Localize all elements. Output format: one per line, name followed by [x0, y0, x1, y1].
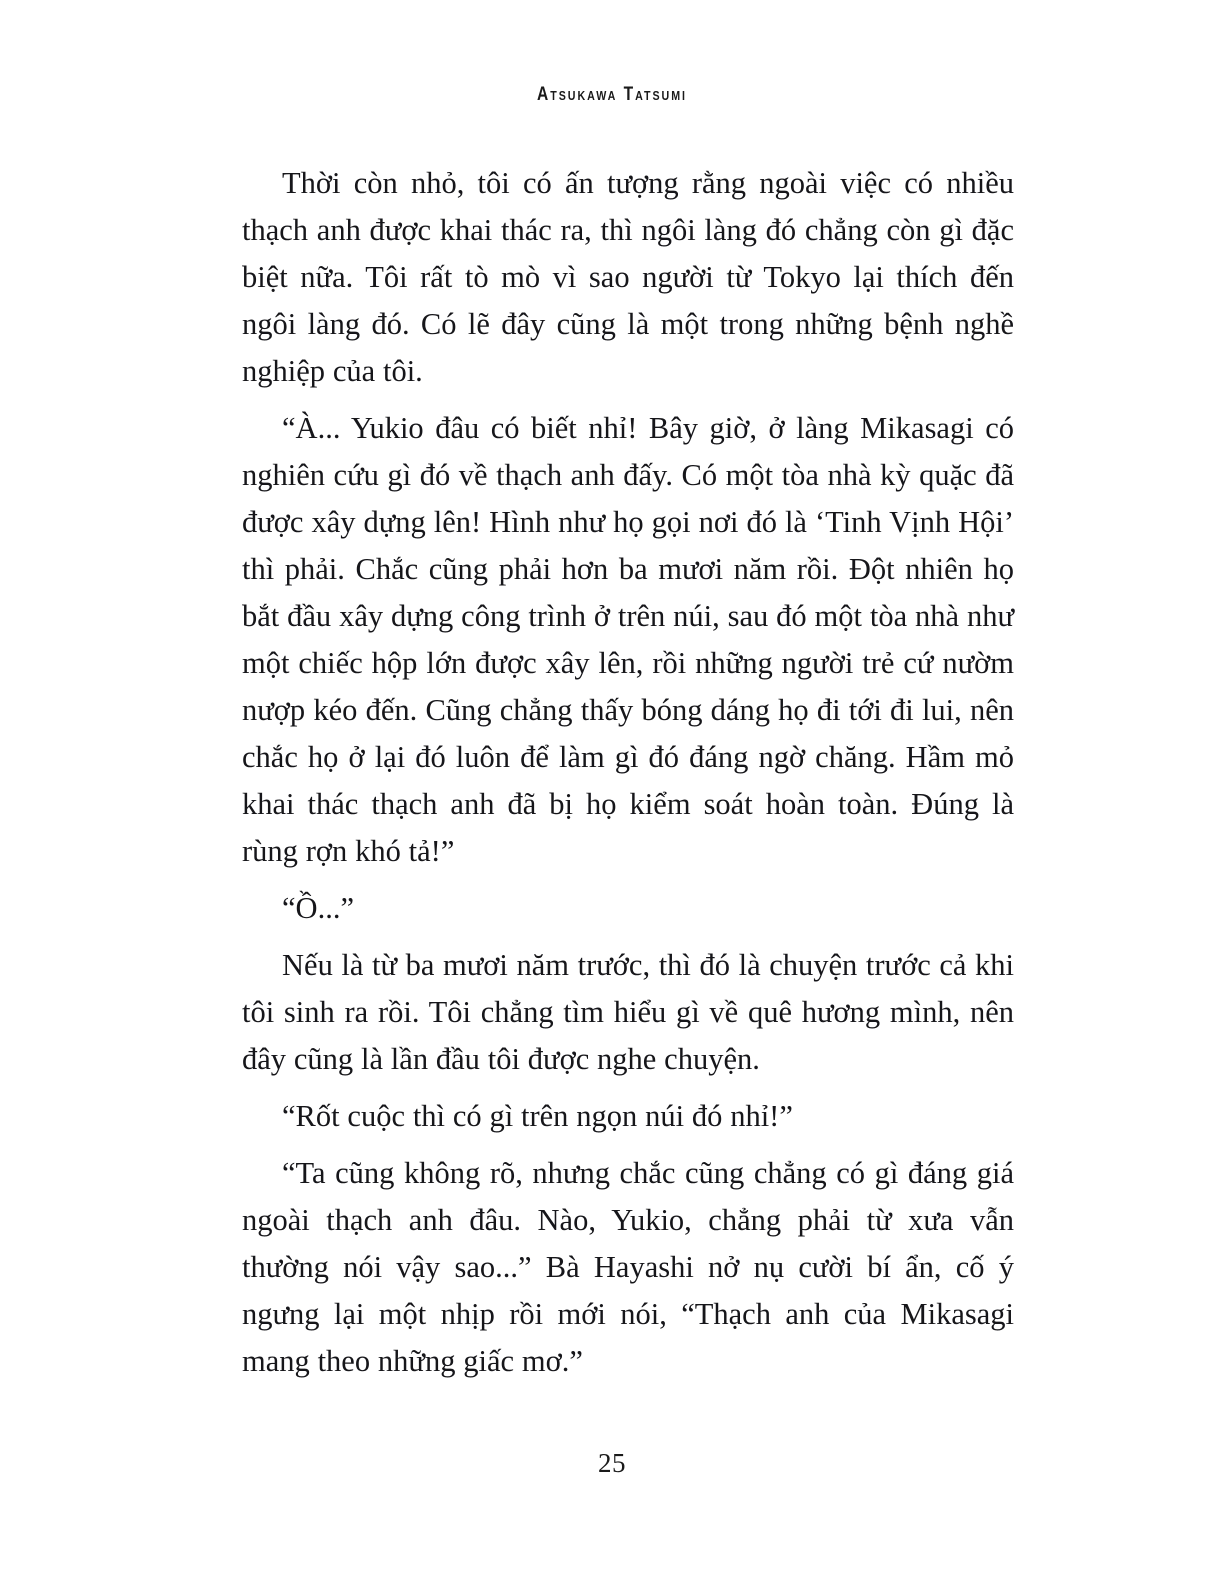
- paragraph: “Rốt cuộc thì có gì trên ngọn núi đó nhỉ!”: [282, 1099, 793, 1133]
- paragraph: Thời còn nhỏ, tôi có ấn tượng rằng ngoài việc có nhiều thạch anh được khai thác ra, thì ngôi làng đó chẳng còn gì đặc biệt nữa. Tôi rất tò mò vì sao người từ Tokyo lại thích đến ngôi làng đó. Có lẽ đây cũng là một trong những bệnh nghề nghiệp của tôi.: [242, 166, 1014, 388]
- page-number: 25: [598, 1448, 626, 1478]
- body-text-block: [242, 160, 1014, 1385]
- paragraph: “Ồ...”: [282, 891, 354, 925]
- paragraph: Nếu là từ ba mươi năm trước, thì đó là chuyện trước cả khi tôi sinh ra rồi. Tôi chẳng tìm hiểu gì về quê hương mình, nên đây cũng là lần đầu tôi được nghe chuyện.: [242, 948, 1014, 1076]
- paragraph: “À... Yukio đâu có biết nhỉ! Bây giờ, ở làng Mikasagi có nghiên cứu gì đó về thạch anh đấy. Có một tòa nhà kỳ quặc đã được xây dựng lên! Hình như họ gọi nơi đó là ‘Tinh Vịnh Hội’ thì phải. Chắc cũng phải hơn ba mươi năm rồi. Đột nhiên họ bắt đầu xây dựng công trình ở trên núi, sau đó một tòa nhà như một chiếc hộp lớn được xây lên, rồi những người trẻ cứ nườm nượp kéo đến. Cũng chẳng thấy bóng dáng họ đi tới đi lui, nên chắc họ ở lại đó luôn để làm gì đó đáng ngờ chăng. Hầm mỏ khai thác thạch anh đã bị họ kiểm soát hoàn toàn. Đúng là rùng rợn khó tả!”: [242, 411, 1014, 868]
- paragraph: “Ta cũng không rõ, nhưng chắc cũng chẳng có gì đáng giá ngoài thạch anh đâu. Nào, Yukio, chẳng phải từ xưa vẫn thường nói vậy sao...” Bà Hayashi nở nụ cười bí ẩn, cố ý ngưng lại một nhịp rồi mới nói, “Thạch anh của Mikasagi mang theo những giấc mơ.”: [242, 1156, 1014, 1378]
- running-head: Atsukawa Tatsumi: [537, 84, 687, 105]
